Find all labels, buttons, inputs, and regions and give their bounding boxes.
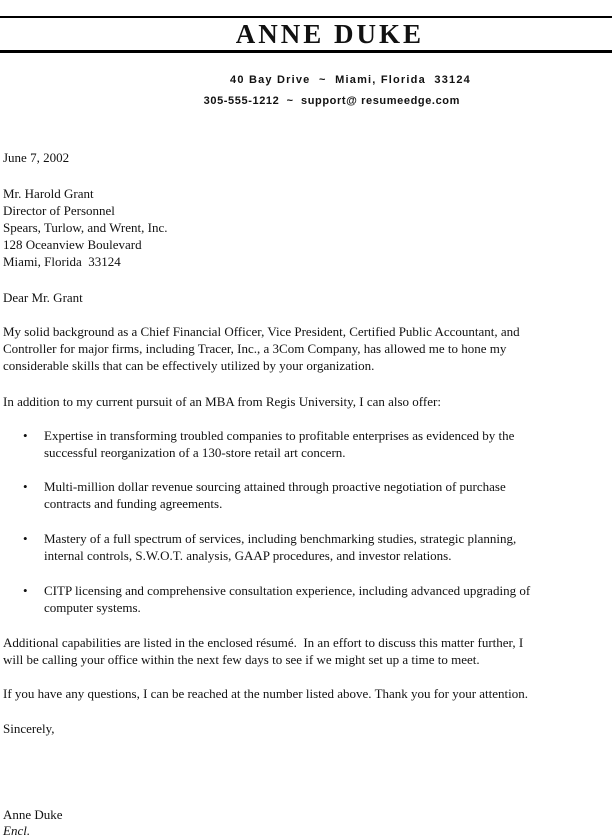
recipient-name: Mr. Harold Grant (3, 186, 94, 201)
bullet-line: computer systems. (44, 600, 141, 615)
recipient-city: Miami, Florida 33124 (3, 254, 121, 269)
applicant-name: ANNE DUKE (235, 19, 424, 49)
bullet-line: CITP licensing and comprehensive consultation experience, including advanced upgrading of (44, 583, 531, 598)
recipient-title: Director of Personnel (3, 203, 115, 218)
paragraph-1-line: Controller for major firms, including Tracer, Inc., a 3Com Company, has allowed me to hone my (3, 341, 507, 356)
paragraph-1-line: My solid background as a Chief Financial Officer, Vice President, Certified Public Accountant, and (3, 324, 520, 339)
enclosure-note: Encl. (3, 823, 31, 838)
closing: Sincerely, (3, 721, 55, 736)
paragraph-3-line: Additional capabilities are listed in the enclosed résumé. In an effort to discuss this matter further, I (3, 635, 524, 650)
salutation: Dear Mr. Grant (3, 290, 83, 305)
bullet-line: Mastery of a full spectrum of services, including benchmarking studies, strategic planning, (44, 531, 517, 546)
contact-line: 305-555-1212 ~ support@ resumeedge.com (203, 95, 460, 107)
paragraph-3 (3, 634, 609, 668)
bullet-glyph: • (23, 531, 28, 546)
paragraph-2: In addition to my current pursuit of an MBA from Regis University, I can also offer: (3, 394, 441, 409)
header-bottom-rule (0, 50, 612, 53)
letter-date: June 7, 2002 (3, 150, 70, 165)
bullet-line: successful reorganization of a 130-store retail art concern. (44, 445, 346, 460)
bullet-item (44, 582, 609, 616)
paragraph-1-line: considerable skills that can be effectively utilized by your organization. (3, 358, 375, 373)
recipient-block (3, 185, 609, 270)
bullet-line: Expertise in transforming troubled companies to profitable enterprises as evidenced by the (44, 428, 515, 443)
bullet-line: Multi-million dollar revenue sourcing attained through proactive negotiation of purchase (44, 479, 506, 494)
bullet-glyph: • (23, 428, 28, 443)
bullet-line: internal controls, S.W.O.T. analysis, GAAP procedures, and investor relations. (44, 548, 452, 563)
bullet-item (44, 530, 609, 564)
bullet-item (44, 427, 609, 461)
paragraph-3-line: will be calling your office within the next few days to see if we might set up a time to meet. (3, 652, 480, 667)
recipient-company: Spears, Turlow, and Wrent, Inc. (3, 220, 168, 235)
bullet-glyph: • (23, 479, 28, 494)
paragraph-1 (3, 323, 609, 374)
address-line: 40 Bay Drive ~ Miami, Florida 33124 (230, 74, 471, 86)
bullet-line: contracts and funding agreements. (44, 496, 223, 511)
bullet-glyph: • (23, 583, 28, 598)
signature-name: Anne Duke (3, 807, 63, 822)
bullet-item (44, 478, 609, 512)
recipient-street: 128 Oceanview Boulevard (3, 237, 142, 252)
paragraph-4: If you have any questions, I can be reached at the number listed above. Thank you for your attention. (3, 686, 529, 701)
